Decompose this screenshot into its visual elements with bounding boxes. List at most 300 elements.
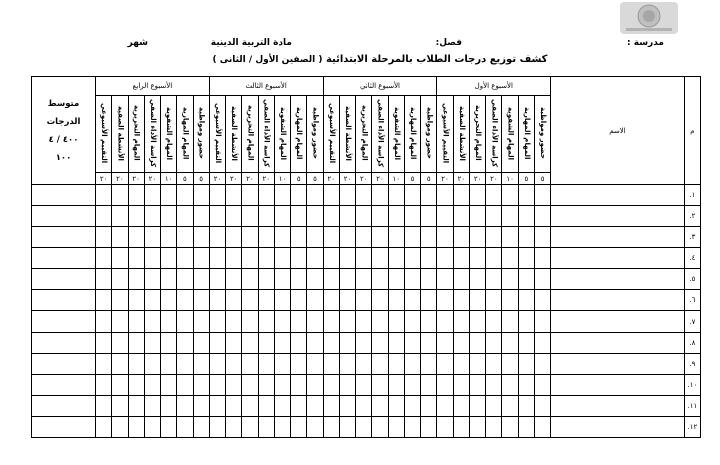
grade-cell[interactable]	[437, 395, 453, 416]
grade-cell[interactable]	[534, 269, 550, 290]
student-name-cell[interactable]	[551, 227, 685, 248]
grade-cell[interactable]	[128, 248, 144, 269]
grade-cell[interactable]	[291, 374, 307, 395]
grade-cell[interactable]	[307, 353, 323, 374]
grade-cell[interactable]	[356, 395, 372, 416]
grade-cell[interactable]	[96, 374, 112, 395]
grade-cell[interactable]	[307, 311, 323, 332]
student-name-cell[interactable]	[551, 311, 685, 332]
grade-cell[interactable]	[486, 290, 502, 311]
grade-cell[interactable]	[291, 332, 307, 353]
grade-cell[interactable]	[161, 290, 177, 311]
grade-cell[interactable]	[242, 269, 258, 290]
grade-cell[interactable]	[502, 416, 518, 437]
average-cell[interactable]	[32, 332, 96, 353]
grade-cell[interactable]	[258, 311, 274, 332]
grade-cell[interactable]	[291, 416, 307, 437]
grade-cell[interactable]	[534, 185, 550, 206]
grade-cell[interactable]	[291, 353, 307, 374]
grade-cell[interactable]	[128, 206, 144, 227]
average-cell[interactable]	[32, 395, 96, 416]
grade-cell[interactable]	[193, 374, 209, 395]
grade-cell[interactable]	[96, 311, 112, 332]
grade-cell[interactable]	[404, 290, 420, 311]
grade-cell[interactable]	[372, 248, 388, 269]
grade-cell[interactable]	[534, 332, 550, 353]
grade-cell[interactable]	[421, 416, 437, 437]
grade-cell[interactable]	[421, 311, 437, 332]
grade-cell[interactable]	[96, 185, 112, 206]
grade-cell[interactable]	[144, 416, 160, 437]
grade-cell[interactable]	[502, 332, 518, 353]
grade-cell[interactable]	[453, 290, 469, 311]
grade-cell[interactable]	[437, 185, 453, 206]
grade-cell[interactable]	[226, 416, 242, 437]
grade-cell[interactable]	[193, 185, 209, 206]
grade-cell[interactable]	[274, 311, 290, 332]
grade-cell[interactable]	[421, 227, 437, 248]
grade-cell[interactable]	[242, 332, 258, 353]
grade-cell[interactable]	[356, 185, 372, 206]
grade-cell[interactable]	[193, 332, 209, 353]
grade-cell[interactable]	[339, 353, 355, 374]
grade-cell[interactable]	[128, 227, 144, 248]
grade-cell[interactable]	[388, 353, 404, 374]
grade-cell[interactable]	[518, 332, 534, 353]
grade-cell[interactable]	[356, 332, 372, 353]
student-name-cell[interactable]	[551, 248, 685, 269]
grade-cell[interactable]	[193, 269, 209, 290]
grade-cell[interactable]	[421, 206, 437, 227]
grade-cell[interactable]	[404, 395, 420, 416]
grade-cell[interactable]	[161, 248, 177, 269]
grade-cell[interactable]	[339, 227, 355, 248]
student-name-cell[interactable]	[551, 395, 685, 416]
grade-cell[interactable]	[534, 227, 550, 248]
grade-cell[interactable]	[242, 248, 258, 269]
grade-cell[interactable]	[128, 269, 144, 290]
grade-cell[interactable]	[437, 290, 453, 311]
grade-cell[interactable]	[404, 185, 420, 206]
grade-cell[interactable]	[291, 185, 307, 206]
grade-cell[interactable]	[518, 311, 534, 332]
grade-cell[interactable]	[437, 332, 453, 353]
grade-cell[interactable]	[518, 395, 534, 416]
grade-cell[interactable]	[258, 353, 274, 374]
grade-cell[interactable]	[144, 395, 160, 416]
grade-cell[interactable]	[112, 185, 128, 206]
student-name-cell[interactable]	[551, 269, 685, 290]
grade-cell[interactable]	[469, 269, 485, 290]
grade-cell[interactable]	[112, 269, 128, 290]
grade-cell[interactable]	[453, 353, 469, 374]
grade-cell[interactable]	[291, 290, 307, 311]
average-cell[interactable]	[32, 374, 96, 395]
grade-cell[interactable]	[453, 269, 469, 290]
grade-cell[interactable]	[96, 248, 112, 269]
student-name-cell[interactable]	[551, 290, 685, 311]
grade-cell[interactable]	[274, 395, 290, 416]
grade-cell[interactable]	[274, 332, 290, 353]
grade-cell[interactable]	[274, 374, 290, 395]
grade-cell[interactable]	[128, 311, 144, 332]
grade-cell[interactable]	[339, 290, 355, 311]
grade-cell[interactable]	[209, 374, 225, 395]
grade-cell[interactable]	[96, 353, 112, 374]
grade-cell[interactable]	[193, 248, 209, 269]
grade-cell[interactable]	[486, 269, 502, 290]
grade-cell[interactable]	[323, 290, 339, 311]
grade-cell[interactable]	[404, 311, 420, 332]
grade-cell[interactable]	[274, 416, 290, 437]
grade-cell[interactable]	[258, 206, 274, 227]
grade-cell[interactable]	[128, 185, 144, 206]
grade-cell[interactable]	[209, 395, 225, 416]
grade-cell[interactable]	[453, 248, 469, 269]
grade-cell[interactable]	[356, 248, 372, 269]
grade-cell[interactable]	[323, 395, 339, 416]
grade-cell[interactable]	[372, 269, 388, 290]
grade-cell[interactable]	[96, 227, 112, 248]
grade-cell[interactable]	[307, 269, 323, 290]
grade-cell[interactable]	[486, 227, 502, 248]
grade-cell[interactable]	[453, 332, 469, 353]
grade-cell[interactable]	[534, 311, 550, 332]
grade-cell[interactable]	[242, 311, 258, 332]
grade-cell[interactable]	[437, 416, 453, 437]
average-cell[interactable]	[32, 185, 96, 206]
grade-cell[interactable]	[307, 416, 323, 437]
grade-cell[interactable]	[421, 353, 437, 374]
grade-cell[interactable]	[502, 206, 518, 227]
grade-cell[interactable]	[453, 227, 469, 248]
grade-cell[interactable]	[209, 206, 225, 227]
grade-cell[interactable]	[437, 227, 453, 248]
grade-cell[interactable]	[437, 353, 453, 374]
grade-cell[interactable]	[323, 185, 339, 206]
grade-cell[interactable]	[193, 290, 209, 311]
grade-cell[interactable]	[177, 416, 193, 437]
grade-cell[interactable]	[469, 290, 485, 311]
grade-cell[interactable]	[161, 374, 177, 395]
grade-cell[interactable]	[209, 416, 225, 437]
grade-cell[interactable]	[339, 248, 355, 269]
grade-cell[interactable]	[112, 227, 128, 248]
grade-cell[interactable]	[291, 227, 307, 248]
grade-cell[interactable]	[177, 269, 193, 290]
grade-cell[interactable]	[518, 416, 534, 437]
grade-cell[interactable]	[356, 227, 372, 248]
grade-cell[interactable]	[453, 311, 469, 332]
student-name-cell[interactable]	[551, 374, 685, 395]
grade-cell[interactable]	[437, 311, 453, 332]
grade-cell[interactable]	[242, 416, 258, 437]
grade-cell[interactable]	[307, 290, 323, 311]
grade-cell[interactable]	[161, 332, 177, 353]
grade-cell[interactable]	[502, 269, 518, 290]
grade-cell[interactable]	[112, 248, 128, 269]
grade-cell[interactable]	[388, 248, 404, 269]
grade-cell[interactable]	[177, 395, 193, 416]
grade-cell[interactable]	[323, 374, 339, 395]
grade-cell[interactable]	[161, 227, 177, 248]
grade-cell[interactable]	[518, 206, 534, 227]
grade-cell[interactable]	[209, 290, 225, 311]
grade-cell[interactable]	[323, 416, 339, 437]
grade-cell[interactable]	[323, 332, 339, 353]
grade-cell[interactable]	[518, 227, 534, 248]
grade-cell[interactable]	[356, 290, 372, 311]
grade-cell[interactable]	[404, 248, 420, 269]
grade-cell[interactable]	[404, 416, 420, 437]
average-cell[interactable]	[32, 227, 96, 248]
grade-cell[interactable]	[372, 227, 388, 248]
grade-cell[interactable]	[534, 206, 550, 227]
grade-cell[interactable]	[518, 374, 534, 395]
grade-cell[interactable]	[437, 248, 453, 269]
grade-cell[interactable]	[177, 185, 193, 206]
grade-cell[interactable]	[274, 206, 290, 227]
grade-cell[interactable]	[372, 185, 388, 206]
average-cell[interactable]	[32, 311, 96, 332]
average-cell[interactable]	[32, 248, 96, 269]
average-cell[interactable]	[32, 416, 96, 437]
grade-cell[interactable]	[323, 269, 339, 290]
grade-cell[interactable]	[404, 353, 420, 374]
grade-cell[interactable]	[226, 248, 242, 269]
average-cell[interactable]	[32, 206, 96, 227]
grade-cell[interactable]	[453, 206, 469, 227]
grade-cell[interactable]	[356, 311, 372, 332]
grade-cell[interactable]	[177, 332, 193, 353]
grade-cell[interactable]	[518, 185, 534, 206]
grade-cell[interactable]	[323, 206, 339, 227]
grade-cell[interactable]	[209, 248, 225, 269]
grade-cell[interactable]	[193, 395, 209, 416]
grade-cell[interactable]	[112, 374, 128, 395]
grade-cell[interactable]	[356, 374, 372, 395]
grade-cell[interactable]	[226, 206, 242, 227]
grade-cell[interactable]	[404, 206, 420, 227]
grade-cell[interactable]	[502, 227, 518, 248]
grade-cell[interactable]	[404, 227, 420, 248]
grade-cell[interactable]	[193, 353, 209, 374]
grade-cell[interactable]	[177, 311, 193, 332]
grade-cell[interactable]	[193, 416, 209, 437]
grade-cell[interactable]	[226, 185, 242, 206]
grade-cell[interactable]	[96, 332, 112, 353]
grade-cell[interactable]	[161, 353, 177, 374]
grade-cell[interactable]	[161, 185, 177, 206]
grade-cell[interactable]	[258, 416, 274, 437]
grade-cell[interactable]	[486, 185, 502, 206]
grade-cell[interactable]	[421, 248, 437, 269]
grade-cell[interactable]	[372, 395, 388, 416]
grade-cell[interactable]	[372, 416, 388, 437]
student-name-cell[interactable]	[551, 206, 685, 227]
grade-cell[interactable]	[112, 353, 128, 374]
grade-cell[interactable]	[161, 416, 177, 437]
grade-cell[interactable]	[177, 227, 193, 248]
grade-cell[interactable]	[291, 248, 307, 269]
grade-cell[interactable]	[323, 311, 339, 332]
grade-cell[interactable]	[339, 206, 355, 227]
grade-cell[interactable]	[226, 332, 242, 353]
grade-cell[interactable]	[502, 353, 518, 374]
grade-cell[interactable]	[258, 227, 274, 248]
grade-cell[interactable]	[518, 269, 534, 290]
grade-cell[interactable]	[404, 374, 420, 395]
grade-cell[interactable]	[242, 353, 258, 374]
grade-cell[interactable]	[226, 353, 242, 374]
grade-cell[interactable]	[502, 248, 518, 269]
grade-cell[interactable]	[356, 353, 372, 374]
grade-cell[interactable]	[128, 353, 144, 374]
grade-cell[interactable]	[161, 269, 177, 290]
grade-cell[interactable]	[209, 332, 225, 353]
grade-cell[interactable]	[291, 311, 307, 332]
grade-cell[interactable]	[112, 416, 128, 437]
grade-cell[interactable]	[469, 416, 485, 437]
grade-cell[interactable]	[323, 248, 339, 269]
grade-cell[interactable]	[226, 290, 242, 311]
grade-cell[interactable]	[453, 185, 469, 206]
grade-cell[interactable]	[274, 227, 290, 248]
grade-cell[interactable]	[291, 395, 307, 416]
grade-cell[interactable]	[128, 332, 144, 353]
grade-cell[interactable]	[518, 248, 534, 269]
grade-cell[interactable]	[242, 395, 258, 416]
grade-cell[interactable]	[323, 227, 339, 248]
grade-cell[interactable]	[226, 311, 242, 332]
grade-cell[interactable]	[96, 269, 112, 290]
grade-cell[interactable]	[421, 332, 437, 353]
grade-cell[interactable]	[534, 395, 550, 416]
grade-cell[interactable]	[469, 395, 485, 416]
grade-cell[interactable]	[486, 395, 502, 416]
grade-cell[interactable]	[469, 248, 485, 269]
grade-cell[interactable]	[226, 269, 242, 290]
grade-cell[interactable]	[144, 185, 160, 206]
grade-cell[interactable]	[339, 269, 355, 290]
grade-cell[interactable]	[469, 311, 485, 332]
grade-cell[interactable]	[502, 290, 518, 311]
grade-cell[interactable]	[258, 248, 274, 269]
grade-cell[interactable]	[404, 332, 420, 353]
grade-cell[interactable]	[502, 311, 518, 332]
grade-cell[interactable]	[534, 248, 550, 269]
grade-cell[interactable]	[502, 395, 518, 416]
grade-cell[interactable]	[323, 353, 339, 374]
grade-cell[interactable]	[96, 206, 112, 227]
grade-cell[interactable]	[177, 353, 193, 374]
grade-cell[interactable]	[486, 416, 502, 437]
grade-cell[interactable]	[486, 332, 502, 353]
grade-cell[interactable]	[421, 269, 437, 290]
grade-cell[interactable]	[307, 332, 323, 353]
average-cell[interactable]	[32, 353, 96, 374]
student-name-cell[interactable]	[551, 185, 685, 206]
grade-cell[interactable]	[193, 311, 209, 332]
grade-cell[interactable]	[372, 290, 388, 311]
grade-cell[interactable]	[144, 248, 160, 269]
grade-cell[interactable]	[388, 269, 404, 290]
grade-cell[interactable]	[144, 353, 160, 374]
grade-cell[interactable]	[388, 374, 404, 395]
grade-cell[interactable]	[307, 206, 323, 227]
grade-cell[interactable]	[258, 332, 274, 353]
grade-cell[interactable]	[437, 269, 453, 290]
grade-cell[interactable]	[437, 206, 453, 227]
grade-cell[interactable]	[469, 206, 485, 227]
grade-cell[interactable]	[242, 206, 258, 227]
grade-cell[interactable]	[356, 269, 372, 290]
grade-cell[interactable]	[274, 248, 290, 269]
grade-cell[interactable]	[469, 332, 485, 353]
grade-cell[interactable]	[534, 353, 550, 374]
grade-cell[interactable]	[161, 395, 177, 416]
grade-cell[interactable]	[534, 374, 550, 395]
grade-cell[interactable]	[258, 269, 274, 290]
grade-cell[interactable]	[404, 269, 420, 290]
grade-cell[interactable]	[307, 185, 323, 206]
grade-cell[interactable]	[518, 353, 534, 374]
grade-cell[interactable]	[177, 290, 193, 311]
grade-cell[interactable]	[128, 290, 144, 311]
grade-cell[interactable]	[534, 416, 550, 437]
grade-cell[interactable]	[502, 374, 518, 395]
grade-cell[interactable]	[112, 395, 128, 416]
grade-cell[interactable]	[469, 185, 485, 206]
grade-cell[interactable]	[209, 185, 225, 206]
grade-cell[interactable]	[226, 227, 242, 248]
grade-cell[interactable]	[258, 185, 274, 206]
grade-cell[interactable]	[339, 311, 355, 332]
student-name-cell[interactable]	[551, 353, 685, 374]
grade-cell[interactable]	[242, 290, 258, 311]
grade-cell[interactable]	[339, 332, 355, 353]
grade-cell[interactable]	[226, 395, 242, 416]
grade-cell[interactable]	[421, 374, 437, 395]
grade-cell[interactable]	[193, 206, 209, 227]
grade-cell[interactable]	[518, 290, 534, 311]
grade-cell[interactable]	[258, 290, 274, 311]
grade-cell[interactable]	[209, 311, 225, 332]
grade-cell[interactable]	[144, 227, 160, 248]
grade-cell[interactable]	[421, 185, 437, 206]
grade-cell[interactable]	[274, 269, 290, 290]
grade-cell[interactable]	[144, 206, 160, 227]
grade-cell[interactable]	[274, 185, 290, 206]
grade-cell[interactable]	[372, 311, 388, 332]
grade-cell[interactable]	[339, 185, 355, 206]
grade-cell[interactable]	[372, 332, 388, 353]
grade-cell[interactable]	[144, 374, 160, 395]
grade-cell[interactable]	[96, 416, 112, 437]
student-name-cell[interactable]	[551, 416, 685, 437]
grade-cell[interactable]	[453, 395, 469, 416]
grade-cell[interactable]	[388, 206, 404, 227]
average-cell[interactable]	[32, 269, 96, 290]
grade-cell[interactable]	[161, 311, 177, 332]
grade-cell[interactable]	[144, 269, 160, 290]
grade-cell[interactable]	[421, 395, 437, 416]
grade-cell[interactable]	[274, 290, 290, 311]
student-name-cell[interactable]	[551, 332, 685, 353]
grade-cell[interactable]	[486, 353, 502, 374]
grade-cell[interactable]	[242, 227, 258, 248]
grade-cell[interactable]	[486, 374, 502, 395]
